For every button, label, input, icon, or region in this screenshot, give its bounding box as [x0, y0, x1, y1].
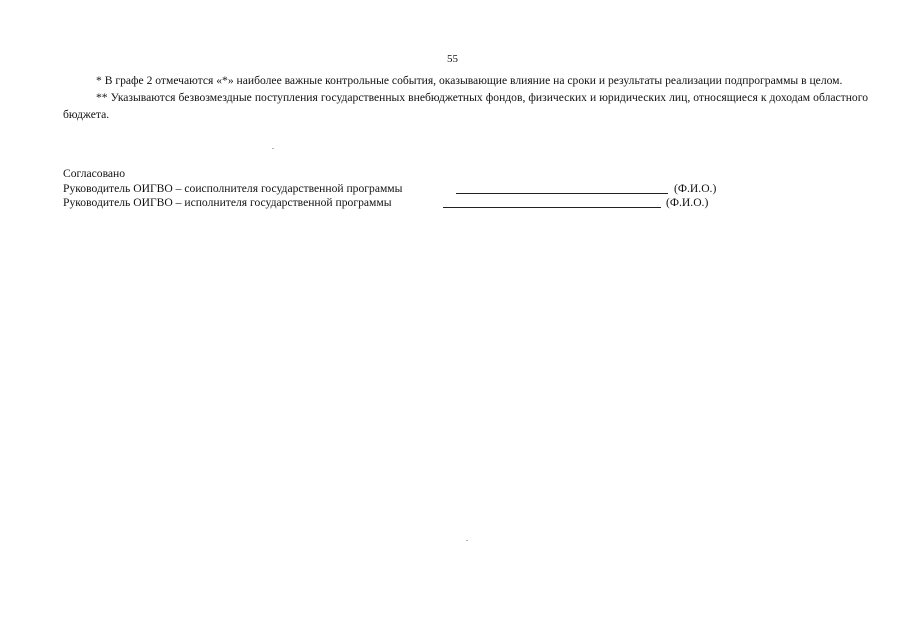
signature-line-executor: [443, 207, 661, 208]
approval-label-executor: Руководитель ОИГВО – исполнителя государственной программы: [63, 196, 392, 209]
footnote-key-events: * В графе 2 отмечаются «*» наиболее важные контрольные события, оказывающие влияние на сроки и результаты реализации подпрограммы в целом.: [96, 74, 843, 87]
approval-block: [63, 167, 823, 211]
signature-line-coexecutor: [456, 193, 668, 194]
footnote-grants: ** Указываются безвозмездные поступления государственных внебюджетных фондов, физических и юридических лиц, относящиеся к доходам областного бюджета.: [63, 91, 868, 121]
fio-label-coexecutor: (Ф.И.О.): [674, 181, 717, 195]
approval-label-coexecutor: Руководитель ОИГВО – соисполнителя государственной программы: [63, 181, 403, 195]
approval-row-executor: [63, 196, 823, 211]
page-number: 55: [447, 53, 458, 65]
fio-label-executor: (Ф.И.О.): [666, 196, 709, 209]
footnotes: [63, 72, 868, 123]
scan-speck: [272, 148, 274, 149]
approval-heading: Согласовано: [63, 167, 126, 180]
scan-speck: [466, 540, 468, 541]
approval-row-coexecutor: [63, 182, 823, 197]
